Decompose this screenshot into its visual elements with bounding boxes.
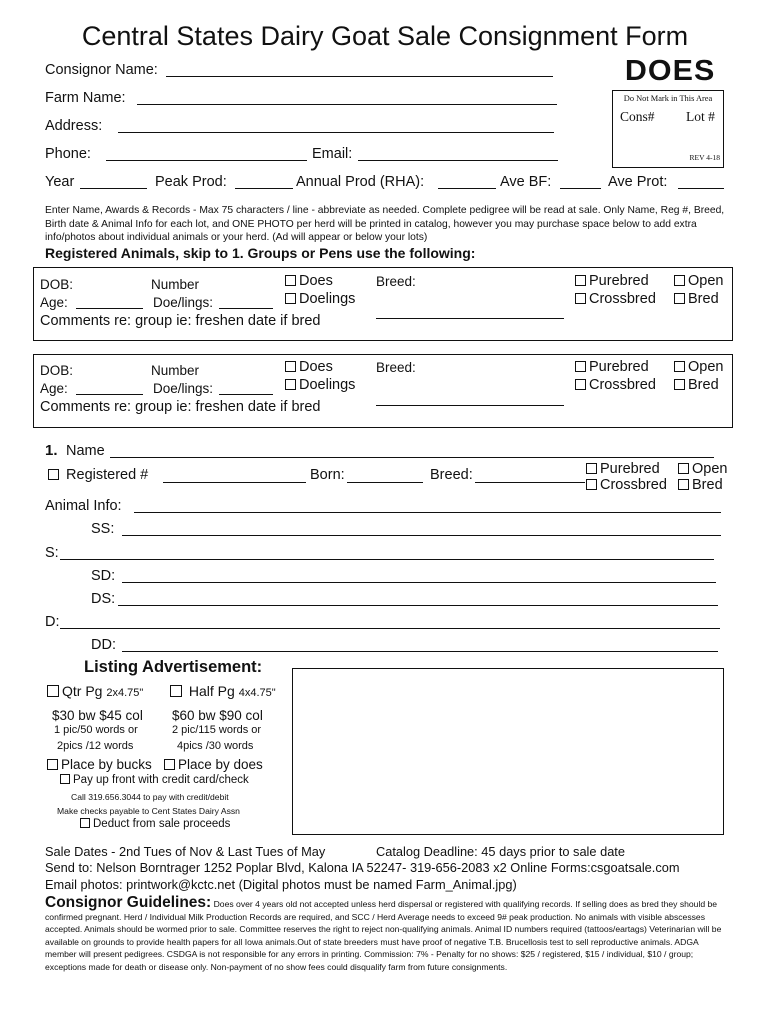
crossbred-checkbox[interactable]: Crossbred — [575, 291, 656, 307]
qtr-words-1: 1 pic/50 words or — [54, 724, 138, 736]
animal-name-field[interactable] — [110, 457, 714, 458]
ss-label: SS: — [91, 521, 115, 537]
pay-up-front-checkbox[interactable]: Pay up front with credit card/check — [60, 774, 249, 786]
deduct-checkbox[interactable]: Deduct from sale proceeds — [80, 818, 230, 830]
animal-breed-field[interactable] — [475, 482, 585, 483]
does-logo: DOES — [624, 55, 716, 87]
doelings-count-field[interactable] — [219, 308, 273, 309]
animal-name-label: Name — [66, 443, 105, 459]
sd-field[interactable] — [122, 582, 716, 583]
sd-label: SD: — [91, 568, 116, 584]
catalog-deadline-text: Catalog Deadline: 45 days prior to sale date — [376, 844, 625, 859]
ave-prot-label: Ave Prot: — [608, 174, 668, 190]
guidelines-text: Does over 4 years old not accepted unless herd dispersal or registered with qualifying records. If selling does as bred they should be confirmed pregnant. Herd / Individual Milk Production Records are required, and SCC / Herd Average needs to exceed 9# peak production. No animals with visible abscesses accepted. Animals should be wormed prior to sale. Committee reserves the right to reject non-qualifying animals. Animal ID numbers required (tattoos/eartags) Veterinarian will be available on grounds to provide health papers for all Iowa animals.Out of state breeders must have proof of negative T.B. Brucellosis test to sell reproductive animals. ADGA member will present pedigrees. CSDGA is not responsible for any errors in printing. Commission: 7% - Penalty for no shows: $25 / registered, $15 / individual, $10 / group; exceptions made for death or disease only. Non-payment of no show fees could disqualify farm from future consignments. — [45, 899, 722, 972]
registered-number-field[interactable] — [163, 482, 306, 483]
animal-bred-checkbox[interactable]: Bred — [678, 477, 723, 493]
animal-info-label: Animal Info: — [45, 498, 122, 514]
s-label: S: — [45, 545, 59, 561]
age-label: Age: — [40, 295, 68, 310]
animal-info-field[interactable] — [134, 512, 721, 513]
breed-field[interactable] — [376, 405, 564, 406]
sale-dates-text: Sale Dates - 2nd Tues of Nov & Last Tues of May — [45, 844, 326, 859]
groups-header: Registered Animals, skip to 1. Groups or Pens use the following: — [45, 245, 476, 261]
breed-field[interactable] — [376, 318, 564, 319]
qtr-words-2: 2pics /12 words — [57, 740, 134, 752]
guidelines-title: Consignor Guidelines: — [45, 894, 212, 911]
open-checkbox[interactable]: Open — [674, 273, 723, 289]
d-field[interactable] — [60, 628, 720, 629]
doelings-count-label: Doe/lings: — [153, 381, 214, 396]
group-box — [33, 354, 733, 428]
ave-bf-label: Ave BF: — [500, 174, 552, 190]
phone-label: Phone: — [45, 146, 91, 162]
checks-payable-text: Make checks payable to Cent States Dairy Assn — [57, 806, 240, 816]
page-title: Central States Dairy Goat Sale Consignment Form — [81, 21, 689, 51]
registered-checkbox[interactable]: Registered # — [48, 467, 148, 483]
ss-field[interactable] — [122, 535, 721, 536]
instructions-text: Enter Name, Awards & Records - Max 75 characters / line - abbreviate as needed. Complete pedigree will be read at sale. Only Name, Reg #, Breed, Birth date & Animal Info for each lot, and ONE PHOTO per herd will be printed in catalog, however you may purchase space below to add extra info/photos about individual animals or your herd. (Ad will appear or below your lots) — [45, 205, 725, 243]
group-box — [33, 267, 733, 341]
peak-prod-label: Peak Prod: — [155, 174, 227, 190]
email-field[interactable] — [358, 160, 558, 161]
email-label: Email: — [312, 146, 353, 162]
number-label: Number — [151, 363, 200, 378]
ds-field[interactable] — [118, 605, 718, 606]
does-checkbox[interactable]: Does — [285, 273, 333, 289]
comments-label: Comments re: group ie: freshen date if bred — [40, 399, 321, 415]
open-checkbox[interactable]: Open — [674, 359, 723, 375]
number-label: Number — [151, 277, 200, 292]
dd-field[interactable] — [122, 651, 718, 652]
crossbred-checkbox[interactable]: Crossbred — [575, 377, 656, 393]
age-field[interactable] — [76, 394, 143, 395]
office-note: Do Not Mark in This Area — [623, 94, 713, 103]
dd-label: DD: — [91, 637, 116, 653]
animal-breed-label: Breed: — [430, 467, 473, 483]
ad-space-box[interactable] — [292, 668, 724, 835]
does-checkbox[interactable]: Does — [285, 359, 333, 375]
purebred-checkbox[interactable]: Purebred — [575, 359, 649, 375]
animal-open-checkbox[interactable]: Open — [678, 461, 727, 477]
born-label: Born: — [310, 467, 345, 483]
qtr-page-checkbox[interactable]: Qtr Pg 2x4.75" — [47, 683, 143, 699]
address-label: Address: — [45, 118, 103, 134]
ds-label: DS: — [91, 591, 116, 607]
qtr-price: $30 bw $45 col — [52, 708, 143, 723]
annual-prod-field[interactable] — [438, 188, 496, 189]
peak-prod-field[interactable] — [235, 188, 293, 189]
farm-name-label: Farm Name: — [45, 90, 126, 106]
consignor-name-field[interactable] — [166, 76, 553, 77]
purebred-checkbox[interactable]: Purebred — [575, 273, 649, 289]
consignor-name-label: Consignor Name: — [45, 62, 158, 78]
ave-bf-field[interactable] — [560, 188, 601, 189]
half-words-1: 2 pic/115 words or — [172, 724, 262, 736]
dob-label: DOB: — [40, 277, 74, 292]
d-label: D: — [45, 614, 60, 630]
animal-crossbred-checkbox[interactable]: Crossbred — [586, 477, 667, 493]
age-label: Age: — [40, 381, 68, 396]
doelings-count-field[interactable] — [219, 394, 273, 395]
half-page-checkbox[interactable]: Half Pg 4x4.75" — [170, 683, 276, 699]
phone-field[interactable] — [106, 160, 307, 161]
doelings-checkbox[interactable]: Doelings — [285, 291, 355, 307]
place-by-does-checkbox[interactable]: Place by does — [164, 757, 263, 772]
farm-name-field[interactable] — [137, 104, 557, 105]
listing-title: Listing Advertisement: — [84, 658, 263, 676]
send-to-text: Send to: Nelson Borntrager 1252 Poplar Blvd, Kalona IA 52247- 319-656-2083 x2 Online Forms:csgoatsale.com — [45, 860, 680, 875]
born-field[interactable] — [347, 482, 423, 483]
rev-label: REV 4-18 — [689, 153, 720, 162]
ave-prot-field[interactable] — [678, 188, 724, 189]
s-field[interactable] — [60, 559, 714, 560]
animal-number: 1. — [45, 442, 58, 459]
address-field[interactable] — [118, 132, 554, 133]
annual-prod-label: Annual Prod (RHA): — [296, 174, 425, 190]
guidelines-block — [45, 894, 727, 974]
bred-checkbox[interactable]: Bred — [674, 377, 719, 393]
breed-label: Breed: — [376, 274, 416, 289]
dob-label: DOB: — [40, 363, 74, 378]
doelings-checkbox[interactable]: Doelings — [285, 377, 355, 393]
doelings-count-label: Doe/lings: — [153, 295, 214, 310]
email-photos-text: Email photos: printwork@kctc.net (Digital photos must be named Farm_Animal.jpg) — [45, 877, 517, 892]
breed-label: Breed: — [376, 360, 416, 375]
cons-label: Cons# — [620, 109, 655, 124]
office-use-box — [612, 90, 724, 168]
place-by-bucks-checkbox[interactable]: Place by bucks — [47, 757, 152, 772]
year-label: Year — [45, 174, 75, 190]
lot-label: Lot # — [686, 109, 715, 124]
year-field[interactable] — [80, 188, 147, 189]
bred-checkbox[interactable]: Bred — [674, 291, 719, 307]
half-words-2: 4pics /30 words — [177, 740, 254, 752]
call-to-pay-text: Call 319.656.3044 to pay with credit/debit — [71, 792, 229, 802]
half-price: $60 bw $90 col — [172, 708, 263, 723]
age-field[interactable] — [76, 308, 143, 309]
comments-label: Comments re: group ie: freshen date if bred — [40, 313, 321, 329]
animal-purebred-checkbox[interactable]: Purebred — [586, 461, 660, 477]
